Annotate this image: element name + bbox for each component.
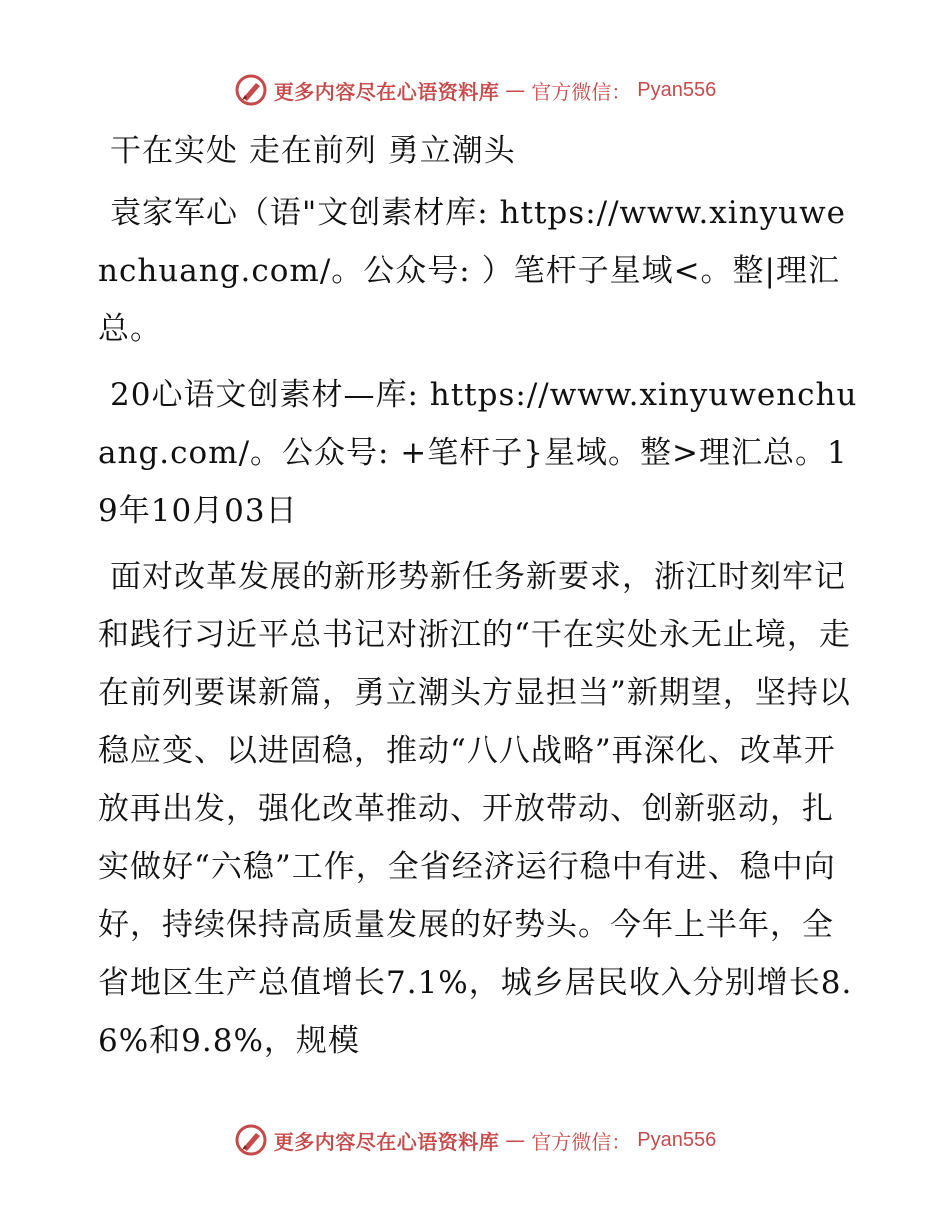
watermark-dash: —	[505, 78, 526, 102]
watermark-site-text: 更多内容尽在心语资料库	[273, 1129, 500, 1154]
watermark-footer	[0, 1120, 950, 1160]
watermark-official-label: 官方微信：	[531, 79, 632, 104]
watermark-wechat-id: Pyan556	[637, 78, 717, 101]
paragraph-date-line: 20心语文创素材—库: https://www.xinyuwenchuang.com/。公众号: +笔杆子}星域。整>理汇总。19年10月03日	[98, 377, 858, 529]
pen-logo-icon	[234, 1123, 268, 1157]
watermark-wechat-id: Pyan556	[637, 1128, 717, 1151]
watermark-official-label: 官方微信：	[531, 1129, 632, 1154]
document-body	[98, 122, 858, 1078]
watermark-site-text: 更多内容尽在心语资料库	[273, 79, 500, 104]
paragraph-author-line: 袁家军心（语"文创素材库: https://www.xinyuwenchuang.com/。公众号: ）笔杆子星域<。整|理汇总。	[98, 195, 847, 347]
paragraph-body: 面对改革发展的新形势新任务新要求，浙江时刻牢记和践行习近平总书记对浙江的“干在实处永无止境，走在前列要谋新篇，勇立潮头方显担当”新期望，坚持以稳应变、以进固稳，推动“八八战略”再深化、改革开放再出发，强化改革推动、开放带动、创新驱动，扎实做好“六稳”工作，全省经济运行稳中有进、稳中向好，持续保持高质量发展的好势头。今年上半年，全省地区生产总值增长7.1%，城乡居民收入分别增长8.6%和9.8%，规模	[98, 559, 853, 1059]
document-title: 干在实处 走在前列 勇立潮头	[110, 133, 516, 169]
watermark-header	[0, 70, 950, 110]
watermark-dash: —	[505, 1128, 526, 1152]
pen-logo-icon	[234, 73, 268, 107]
